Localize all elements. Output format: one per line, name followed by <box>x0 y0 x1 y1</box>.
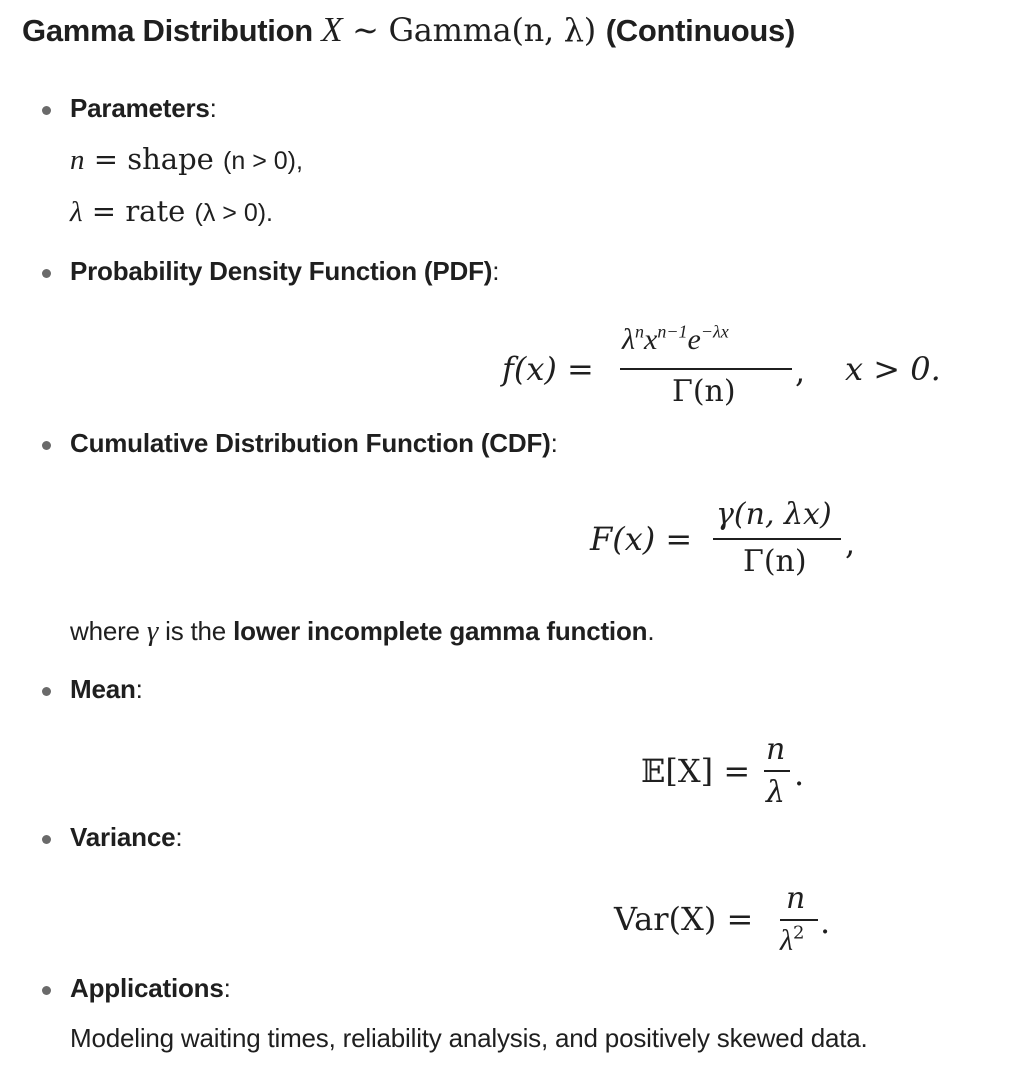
pdf-fraction-bar <box>620 368 792 370</box>
mean-period: . <box>794 755 805 793</box>
mean-denominator: λ <box>766 775 786 810</box>
pdf-lhs: f(x) = <box>502 350 594 388</box>
variance-denominator: $\lambda^2$ <box>780 922 805 957</box>
cdf-label: Cumulative Distribution Function (CDF): <box>70 428 558 458</box>
parameter-rate: λ = rate (λ > 0). <box>70 194 273 228</box>
mean-lhs: 𝔼[X] = <box>641 752 751 790</box>
applications-text: Modeling waiting times, reliability analysis, and positively skewed data. <box>70 1023 868 1053</box>
cdf-denominator: Γ(n) <box>743 544 807 579</box>
title-notation: X ∼ Gamma(n, λ) <box>321 10 596 49</box>
mean-label: Mean: <box>70 674 143 704</box>
mean-fraction-bar <box>764 770 790 772</box>
pdf-label: Probability Density Function (PDF): <box>70 256 500 286</box>
cdf-lhs: F(x) = <box>590 520 693 558</box>
cdf-numerator: γ(n, λx) <box>716 497 832 532</box>
page-title <box>22 10 795 50</box>
bullet-cdf <box>42 441 51 450</box>
mean-numerator: n <box>766 732 786 767</box>
title-suffix: (Continuous) <box>605 13 795 48</box>
bullet-parameters <box>42 106 51 115</box>
cdf-fraction-bar <box>713 538 841 540</box>
pdf-condition: x > 0. <box>845 350 941 388</box>
parameters-label: Parameters: <box>70 93 217 123</box>
pdf-comma: , <box>795 352 806 390</box>
applications-label: Applications: <box>70 973 231 1003</box>
bullet-mean <box>42 687 51 696</box>
bullet-pdf <box>42 269 51 278</box>
title-text: Gamma Distribution <box>22 13 313 48</box>
pdf-denominator: Γ(n) <box>672 374 736 409</box>
cdf-note: where γ is the lower incomplete gamma function. <box>70 615 655 647</box>
bullet-applications <box>42 986 51 995</box>
variance-period: . <box>820 903 831 941</box>
variance-numerator: n <box>786 881 806 916</box>
pdf-numerator: $\lambda^nx^{n-1}e^{-\lambda x}$ <box>622 321 729 356</box>
variance-label: Variance: <box>70 822 183 852</box>
cdf-comma: , <box>845 524 856 562</box>
variance-fraction-bar <box>780 919 818 921</box>
bullet-variance <box>42 835 51 844</box>
parameter-shape: n = shape (n > 0), <box>70 142 303 176</box>
variance-lhs: Var(X) = <box>614 900 754 938</box>
